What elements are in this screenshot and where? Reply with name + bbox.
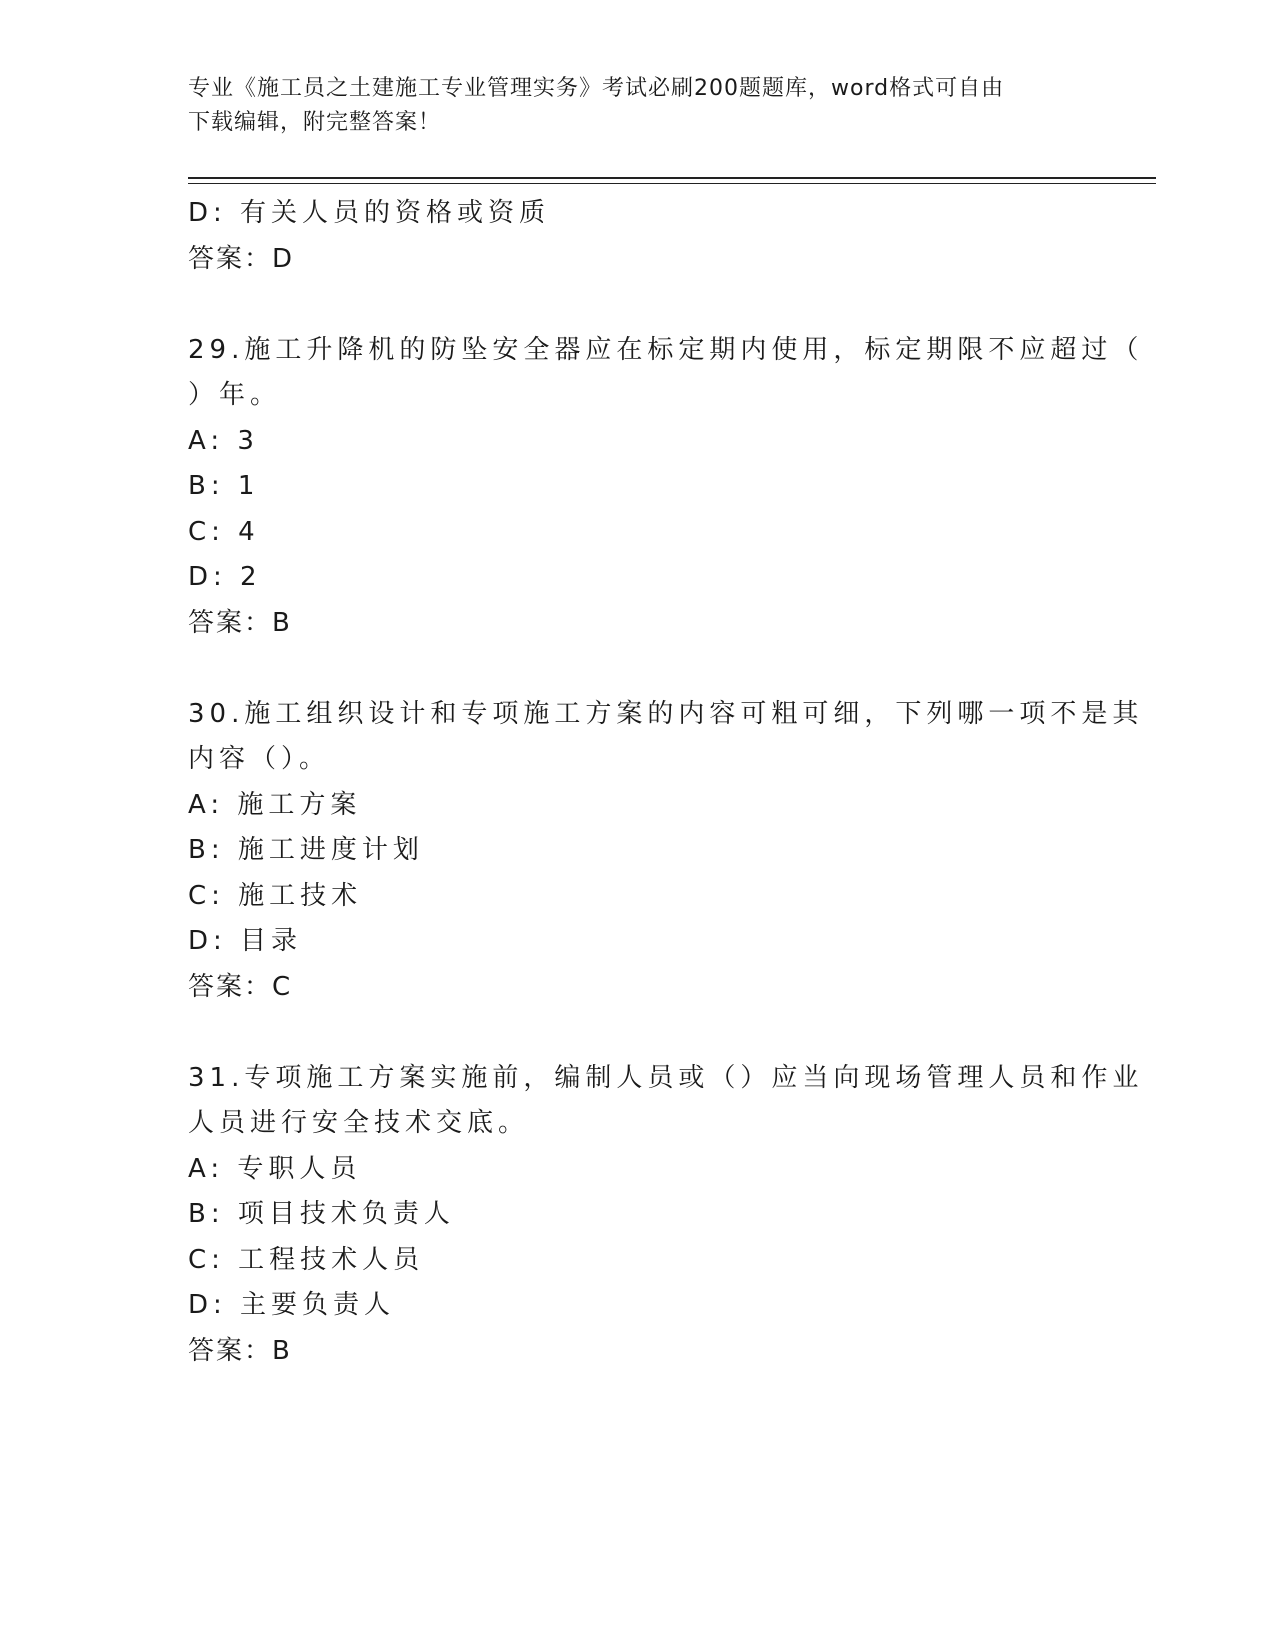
spacer: [188, 282, 1088, 328]
question-text-line-2: ）年。: [188, 380, 282, 410]
spacer: [188, 1010, 1088, 1056]
option-b: B: 项目技术负责人: [188, 1199, 455, 1229]
question-28-tail: [188, 191, 1088, 282]
question-30: [188, 692, 1144, 1011]
option-c: C: 工程技术人员: [188, 1244, 425, 1275]
document-header: [188, 72, 1088, 140]
header-line-1: 专业《施工员之土建施工专业管理实务》考试必刷200题题库，word格式可自由: [188, 76, 1005, 101]
option-a: A: 3: [188, 425, 259, 456]
option-d: D: 目录: [188, 926, 303, 956]
option-c: C: 施工技术: [188, 880, 363, 911]
header-divider-thick: [188, 177, 1156, 179]
question-text-line-2: 内容（）。: [188, 744, 331, 774]
header-line-2: 下载编辑，附完整答案！: [188, 110, 442, 135]
option-d: D: 2: [188, 562, 262, 592]
question-31: [188, 1056, 1144, 1375]
spacer: [188, 646, 1088, 692]
question-text-line-1: 31.专项施工方案实施前，编制人员或（）应当向现场管理人员和作业: [188, 1062, 1144, 1093]
option-a: A: 专职人员: [188, 1153, 362, 1184]
question-29: [188, 328, 1144, 647]
answer: 答案：B: [188, 607, 292, 638]
option-d: D: 有关人员的资格或资质: [188, 198, 551, 228]
answer: 答案：B: [188, 1335, 292, 1366]
option-a: A: 施工方案: [188, 789, 362, 820]
question-text-line-1: 29.施工升降机的防坠安全器应在标定期内使用，标定期限不应超过（: [188, 334, 1144, 365]
option-b: B: 施工进度计划: [188, 835, 424, 865]
header-divider-thin: [188, 183, 1156, 184]
option-b: B: 1: [188, 471, 260, 501]
document-body: [188, 191, 1144, 1374]
question-text-line-1: 30.施工组织设计和专项施工方案的内容可粗可细，下列哪一项不是其: [188, 698, 1144, 729]
answer: 答案：D: [188, 243, 295, 274]
option-d: D: 主要负责人: [188, 1290, 396, 1320]
question-text-line-2: 人员进行安全技术交底。: [188, 1108, 530, 1138]
answer: 答案：C: [188, 971, 293, 1002]
option-c: C: 4: [188, 516, 260, 547]
